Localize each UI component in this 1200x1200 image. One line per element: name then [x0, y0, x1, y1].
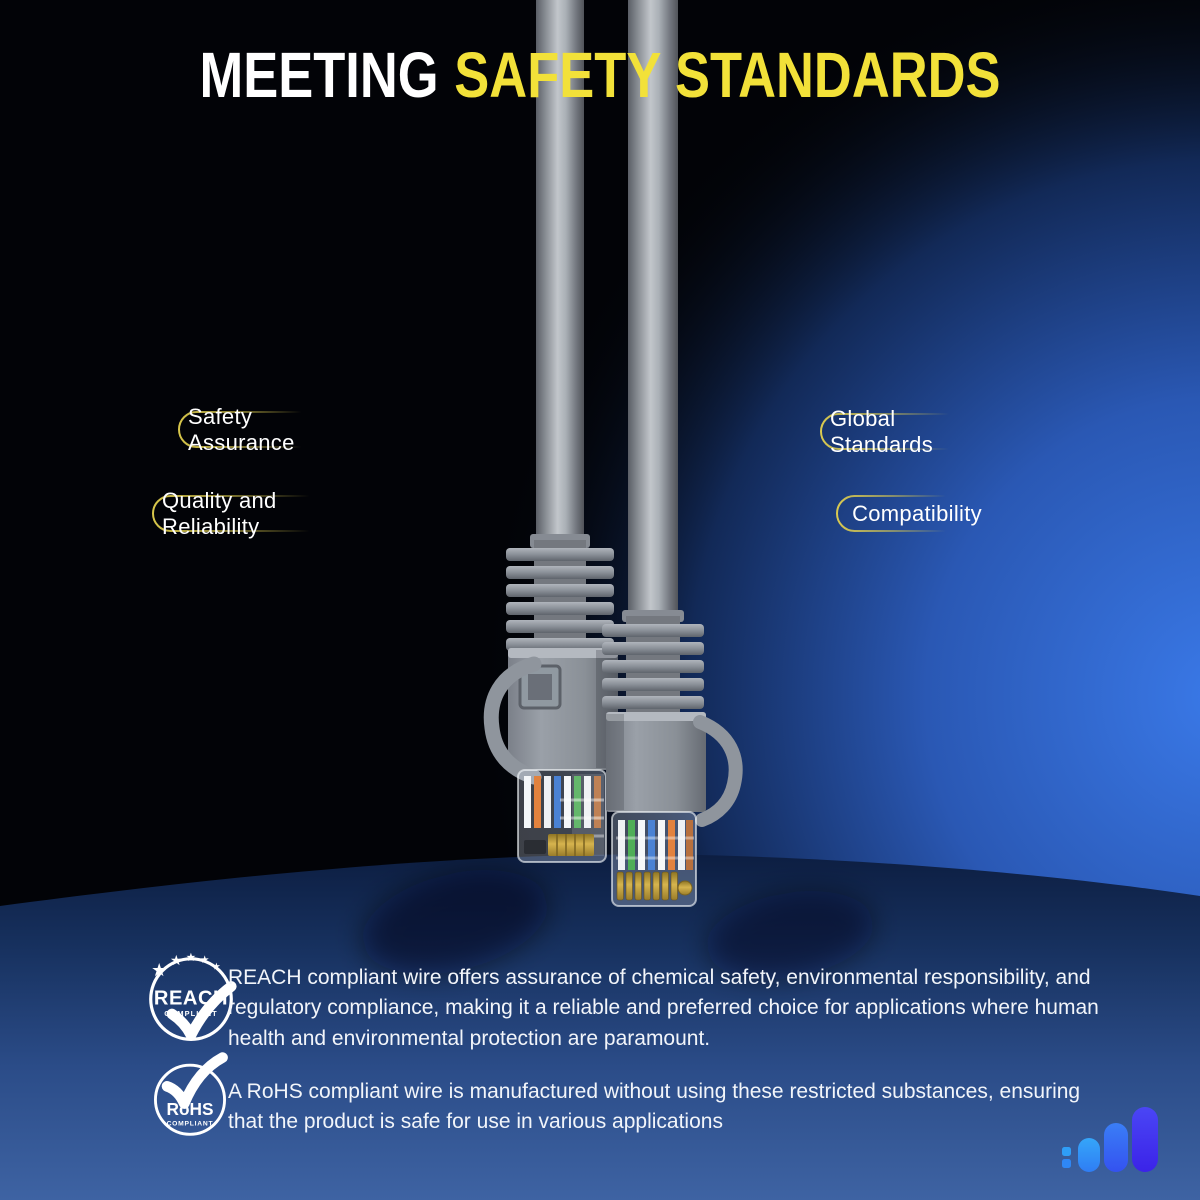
star-icon: ★	[169, 953, 183, 969]
star-icon: ★	[212, 961, 221, 973]
logo-bar	[1132, 1107, 1158, 1172]
star-icon: ★	[151, 959, 168, 980]
logo-dot	[1062, 1147, 1071, 1156]
logo-dot	[1062, 1159, 1071, 1168]
feature-label-text: Compatibility	[852, 500, 982, 526]
rohs-description: A RoHS compliant wire is manufactured without using these restricted substances, ensuring that the product is safe for use in various applications	[228, 1080, 1081, 1134]
feature-label-compatibility	[836, 495, 998, 532]
feature-label-quality-reliability	[152, 487, 384, 539]
reach-badge-subtitle: COMPLIANT	[164, 1009, 218, 1019]
title-words-safety-standards: SAFETY STANDARDS	[454, 39, 1001, 111]
brand-logo	[1058, 1100, 1170, 1180]
page-title	[108, 38, 1092, 112]
feature-label-safety-assurance	[178, 403, 360, 455]
logo-bar	[1078, 1138, 1100, 1172]
rohs-badge-title: RoHS	[166, 1099, 214, 1120]
reach-description: REACH compliant wire offers assurance of chemical safety, environmental responsibility, and regulatory compliance, making it a reliable and preferred choice for applications where human health and environmental protection are paramount.	[228, 966, 1099, 1050]
feature-label-text: Quality and Reliability	[162, 487, 277, 539]
logo-bar	[1104, 1123, 1128, 1172]
feature-label-global-standards	[820, 405, 1010, 457]
star-icon: ★	[185, 950, 197, 964]
feature-label-text: Safety Assurance	[188, 403, 295, 455]
title-word-meeting: MEETING	[199, 39, 439, 111]
star-icon: ★	[200, 954, 210, 967]
rohs-badge-subtitle: COMPLIANT	[166, 1120, 214, 1128]
reach-badge-title: REACH	[153, 987, 229, 1010]
rohs-compliant-seal	[142, 1046, 238, 1142]
feature-label-text: Global Standards	[830, 405, 933, 457]
